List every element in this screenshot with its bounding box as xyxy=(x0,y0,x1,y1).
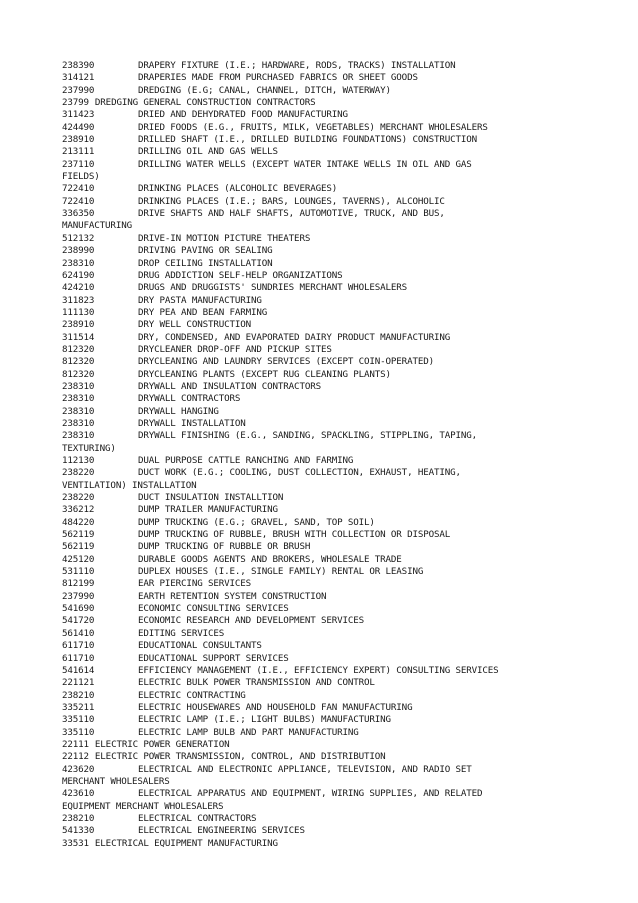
list-item xyxy=(62,504,582,516)
naics-code: 22111 xyxy=(62,738,89,750)
entry-line xyxy=(62,319,582,331)
naics-description: DREDGING (E.G; CANAL, CHANNEL, DITCH, WATERWAY) xyxy=(138,84,391,96)
naics-code: 531110 xyxy=(62,566,95,578)
naics-description: DUMP TRUCKING (E.G.; GRAVEL, SAND, TOP SOIL) xyxy=(138,516,375,528)
naics-description: ELECTRICAL ENGINEERING SERVICES xyxy=(138,825,305,837)
naics-description: DRUG ADDICTION SELF-HELP ORGANIZATIONS xyxy=(138,269,343,281)
naics-description: ELECTRICAL EQUIPMENT MANUFACTURING xyxy=(94,837,278,849)
list-item xyxy=(62,295,582,307)
entry-line xyxy=(62,183,582,195)
naics-description-continuation: EQUIPMENT MERCHANT WHOLESALERS xyxy=(62,800,224,812)
naics-code: 237110 xyxy=(62,158,95,170)
list-item xyxy=(62,838,582,850)
list-item xyxy=(62,270,582,282)
list-item xyxy=(62,813,582,825)
entry-line xyxy=(62,282,582,294)
list-item xyxy=(62,109,582,121)
list-item xyxy=(62,615,582,627)
code-list xyxy=(62,60,582,850)
naics-code: 562119 xyxy=(62,529,95,541)
naics-description: EAR PIERCING SERVICES xyxy=(138,578,252,590)
naics-code: 238910 xyxy=(62,134,95,146)
naics-description: DRY PASTA MANUFACTURING xyxy=(138,294,262,306)
naics-code: 812199 xyxy=(62,578,95,590)
naics-code: 336212 xyxy=(62,504,95,516)
entry-line xyxy=(62,578,582,590)
naics-code: 23799 xyxy=(62,97,89,109)
list-item xyxy=(62,196,582,208)
naics-description: DRY, CONDENSED, AND EVAPORATED DAIRY PRODUCT MANUFACTURING xyxy=(138,331,451,343)
naics-description-continuation: MANUFACTURING xyxy=(62,220,132,232)
naics-description: DRIVE-IN MOTION PICTURE THEATERS xyxy=(138,232,311,244)
entry-line xyxy=(62,702,582,714)
naics-description: EFFICIENCY MANAGEMENT (I.E., EFFICIENCY EXPERT) CONSULTING SERVICES xyxy=(138,664,499,676)
naics-description: DRYCLEANER DROP-OFF AND PICKUP SITES xyxy=(138,343,332,355)
naics-description: DRYCLEANING PLANTS (EXCEPT RUG CLEANING PLANTS) xyxy=(138,368,391,380)
naics-description: DRAPERIES MADE FROM PURCHASED FABRICS OR SHEET GOODS xyxy=(138,72,418,84)
naics-code: 213111 xyxy=(62,146,95,158)
naics-description: DRYCLEANING AND LAUNDRY SERVICES (EXCEPT COIN-OPERATED) xyxy=(138,356,434,368)
list-item xyxy=(62,751,582,763)
list-item xyxy=(62,159,582,184)
naics-description: DRYWALL AND INSULATION CONTRACTORS xyxy=(138,380,321,392)
naics-description: DUCT INSULATION INSTALLTION xyxy=(138,492,284,504)
entry-line xyxy=(62,504,582,516)
naics-code: 238910 xyxy=(62,319,95,331)
list-item xyxy=(62,319,582,331)
entry-line xyxy=(62,665,582,677)
list-item xyxy=(62,60,582,72)
naics-code: 238310 xyxy=(62,430,95,442)
entry-line xyxy=(62,430,582,442)
list-item xyxy=(62,665,582,677)
naics-code: 336350 xyxy=(62,208,95,220)
naics-description: DRYWALL HANGING xyxy=(138,405,219,417)
entry-line xyxy=(62,541,582,553)
list-item xyxy=(62,653,582,665)
naics-code: 561410 xyxy=(62,627,95,639)
naics-code: 424490 xyxy=(62,121,95,133)
naics-description: DUAL PURPOSE CATTLE RANCHING AND FARMING xyxy=(138,455,354,466)
entry-line xyxy=(62,208,582,220)
list-item xyxy=(62,183,582,195)
naics-code: 541330 xyxy=(62,825,95,837)
naics-description: ECONOMIC CONSULTING SERVICES xyxy=(138,603,289,615)
entry-line xyxy=(62,332,582,344)
naics-code: 424210 xyxy=(62,282,95,294)
entry-line xyxy=(62,233,582,245)
entry-line xyxy=(62,455,582,467)
entry-line xyxy=(62,72,582,84)
naics-description: DRILLING OIL AND GAS WELLS xyxy=(138,146,278,158)
list-item xyxy=(62,566,582,578)
naics-code: 238310 xyxy=(62,380,95,392)
naics-code: 541720 xyxy=(62,615,95,627)
naics-code: 812320 xyxy=(62,356,95,368)
naics-code: 237990 xyxy=(62,590,95,602)
naics-description-continuation: MERCHANT WHOLESALERS xyxy=(62,775,170,787)
list-item xyxy=(62,677,582,689)
list-item xyxy=(62,146,582,158)
naics-code: 335110 xyxy=(62,714,95,726)
list-item xyxy=(62,258,582,270)
naics-description: ELECTRIC HOUSEWARES AND HOUSEHOLD FAN MANUFACTURING xyxy=(138,701,413,713)
naics-description: DUMP TRUCKING OF RUBBLE, BRUSH WITH COLLECTION OR DISPOSAL xyxy=(138,529,451,541)
naics-description: DUCT WORK (E.G.; COOLING, DUST COLLECTION, EXHAUST, HEATING, xyxy=(138,467,461,479)
entry-line xyxy=(62,60,582,72)
list-item xyxy=(62,788,582,813)
entry-line xyxy=(62,838,582,850)
list-item xyxy=(62,764,582,789)
entry-line xyxy=(62,344,582,356)
list-item xyxy=(62,393,582,405)
list-item xyxy=(62,529,582,541)
naics-code: 611710 xyxy=(62,640,95,652)
naics-code: 335110 xyxy=(62,726,95,738)
naics-description: DUPLEX HOUSES (I.E., SINGLE FAMILY) RENTAL OR LEASING xyxy=(138,566,424,578)
list-item xyxy=(62,825,582,837)
entry-line xyxy=(62,690,582,702)
naics-code: 238390 xyxy=(62,60,95,71)
list-item xyxy=(62,492,582,504)
list-item xyxy=(62,455,582,467)
naics-description: ELECTRIC CONTRACTING xyxy=(138,689,246,701)
naics-code: 112130 xyxy=(62,455,95,466)
naics-description: DRIVE SHAFTS AND HALF SHAFTS, AUTOMOTIVE, TRUCK, AND BUS, xyxy=(138,208,445,220)
entry-line xyxy=(62,196,582,208)
list-item xyxy=(62,690,582,702)
list-item xyxy=(62,282,582,294)
naics-description: ELECTRICAL AND ELECTRONIC APPLIANCE, TELEVISION, AND RADIO SET xyxy=(138,763,472,775)
list-item xyxy=(62,739,582,751)
entry-line xyxy=(62,295,582,307)
entry-line xyxy=(62,381,582,393)
list-item xyxy=(62,332,582,344)
list-item xyxy=(62,578,582,590)
entry-line xyxy=(62,529,582,541)
entry-line xyxy=(62,85,582,97)
naics-description: ELECTRIC BULK POWER TRANSMISSION AND CONTROL xyxy=(138,677,375,689)
naics-code: 335211 xyxy=(62,701,95,713)
naics-description: ELECTRICAL CONTRACTORS xyxy=(138,812,257,824)
list-item xyxy=(62,85,582,97)
naics-description: DRY PEA AND BEAN FARMING xyxy=(138,306,268,318)
entry-line xyxy=(62,677,582,689)
list-item xyxy=(62,406,582,418)
list-item xyxy=(62,517,582,529)
entry-line xyxy=(62,628,582,640)
naics-code: 311423 xyxy=(62,109,95,121)
entry-line xyxy=(62,97,582,109)
naics-code: 512132 xyxy=(62,232,95,244)
naics-code: 314121 xyxy=(62,72,95,84)
naics-code: 22112 xyxy=(62,751,89,763)
naics-code: 423610 xyxy=(62,788,95,800)
list-item xyxy=(62,245,582,257)
naics-description-continuation: FIELDS) xyxy=(62,171,100,183)
list-item xyxy=(62,554,582,566)
entry-line xyxy=(62,727,582,739)
naics-code: 238220 xyxy=(62,492,95,504)
entry-line xyxy=(62,714,582,726)
naics-description: DRYWALL FINISHING (E.G., SANDING, SPACKLING, STIPPLING, TAPING, xyxy=(138,430,478,442)
naics-description: ELECTRICAL APPARATUS AND EQUIPMENT, WIRING SUPPLIES, AND RELATED xyxy=(138,788,483,800)
entry-line xyxy=(62,788,582,800)
naics-description: DRILLING WATER WELLS (EXCEPT WATER INTAKE WELLS IN OIL AND GAS xyxy=(138,158,472,170)
list-item xyxy=(62,628,582,640)
entry-line xyxy=(62,653,582,665)
naics-code: 238990 xyxy=(62,245,95,257)
list-item xyxy=(62,72,582,84)
naics-code: 562119 xyxy=(62,541,95,553)
naics-code: 425120 xyxy=(62,553,95,565)
list-item xyxy=(62,640,582,652)
list-item xyxy=(62,134,582,146)
list-item xyxy=(62,603,582,615)
naics-code: 311514 xyxy=(62,331,95,343)
naics-description-continuation: TEXTURING) xyxy=(62,442,116,454)
naics-code: 238220 xyxy=(62,467,95,479)
entry-line xyxy=(62,245,582,257)
entry-line xyxy=(62,393,582,405)
naics-code: 423620 xyxy=(62,763,95,775)
naics-description: DRYWALL CONTRACTORS xyxy=(138,393,241,405)
naics-description: ECONOMIC RESEARCH AND DEVELOPMENT SERVICES xyxy=(138,615,365,627)
naics-code: 237990 xyxy=(62,84,95,96)
naics-code: 238210 xyxy=(62,689,95,701)
naics-description: DREDGING GENERAL CONSTRUCTION CONTRACTORS xyxy=(94,97,316,109)
naics-code: 221121 xyxy=(62,677,95,689)
list-item xyxy=(62,307,582,319)
entry-line xyxy=(62,258,582,270)
entry-line xyxy=(62,517,582,529)
naics-code: 624190 xyxy=(62,269,95,281)
naics-description: DRINKING PLACES (ALCOHOLIC BEVERAGES) xyxy=(138,183,338,195)
naics-code: 812320 xyxy=(62,343,95,355)
entry-line xyxy=(62,109,582,121)
naics-description: DRAPERY FIXTURE (I.E.; HARDWARE, RODS, TRACKS) INSTALLATION xyxy=(138,60,456,71)
entry-line xyxy=(62,640,582,652)
entry-line xyxy=(62,739,582,751)
entry-line xyxy=(62,467,582,479)
naics-code: 484220 xyxy=(62,516,95,528)
list-item xyxy=(62,541,582,553)
entry-line xyxy=(62,270,582,282)
entry-line xyxy=(62,146,582,158)
naics-description: EDUCATIONAL SUPPORT SERVICES xyxy=(138,652,289,664)
list-item xyxy=(62,208,582,233)
naics-code: 238310 xyxy=(62,405,95,417)
list-item xyxy=(62,369,582,381)
naics-description: EDUCATIONAL CONSULTANTS xyxy=(138,640,262,652)
naics-code: 111130 xyxy=(62,306,95,318)
naics-description: DRILLED SHAFT (I.E., DRILLED BUILDING FOUNDATIONS) CONSTRUCTION xyxy=(138,134,478,146)
naics-description: DUMP TRAILER MANUFACTURING xyxy=(138,504,278,516)
list-item xyxy=(62,97,582,109)
list-item xyxy=(62,344,582,356)
list-item xyxy=(62,714,582,726)
naics-code: 541690 xyxy=(62,603,95,615)
entry-line xyxy=(62,591,582,603)
entry-line xyxy=(62,369,582,381)
list-item xyxy=(62,430,582,455)
naics-description: DUMP TRUCKING OF RUBBLE OR BRUSH xyxy=(138,541,311,553)
entry-line xyxy=(62,418,582,430)
naics-description: DRUGS AND DRUGGISTS' SUNDRIES MERCHANT WHOLESALERS xyxy=(138,282,408,294)
entry-line xyxy=(62,615,582,627)
naics-description: DRY WELL CONSTRUCTION xyxy=(138,319,252,331)
naics-code: 238310 xyxy=(62,417,95,429)
naics-code: 238310 xyxy=(62,257,95,269)
entry-line xyxy=(62,566,582,578)
list-item xyxy=(62,727,582,739)
list-item xyxy=(62,702,582,714)
naics-code: 238310 xyxy=(62,393,95,405)
naics-description: ELECTRIC LAMP BULB AND PART MANUFACTURING xyxy=(138,726,359,738)
naics-description: DRIED AND DEHYDRATED FOOD MANUFACTURING xyxy=(138,109,348,121)
list-item xyxy=(62,467,582,492)
naics-description: ELECTRIC LAMP (I.E.; LIGHT BULBS) MANUFACTURING xyxy=(138,714,391,726)
naics-code: 812320 xyxy=(62,368,95,380)
naics-description: ELECTRIC POWER GENERATION xyxy=(94,738,230,750)
list-item xyxy=(62,591,582,603)
naics-description: EARTH RETENTION SYSTEM CONSTRUCTION xyxy=(138,590,327,602)
naics-description-continuation: VENTILATION) INSTALLATION xyxy=(62,479,197,491)
naics-code: 722410 xyxy=(62,195,95,207)
naics-description: DRIED FOODS (E.G., FRUITS, MILK, VEGETABLES) MERCHANT WHOLESALERS xyxy=(138,121,488,133)
naics-description: DRINKING PLACES (I.E.; BARS, LOUNGES, TAVERNS), ALCOHOLIC xyxy=(138,195,445,207)
list-item xyxy=(62,381,582,393)
list-item xyxy=(62,233,582,245)
naics-description: ELECTRIC POWER TRANSMISSION, CONTROL, AND DISTRIBUTION xyxy=(94,751,386,763)
naics-description: DURABLE GOODS AGENTS AND BROKERS, WHOLESALE TRADE xyxy=(138,553,402,565)
entry-line xyxy=(62,159,582,171)
entry-line xyxy=(62,356,582,368)
naics-description: DRYWALL INSTALLATION xyxy=(138,417,246,429)
naics-code: 238210 xyxy=(62,812,95,824)
entry-line xyxy=(62,122,582,134)
list-item xyxy=(62,418,582,430)
entry-line xyxy=(62,406,582,418)
naics-code: 33531 xyxy=(62,837,89,849)
entry-line xyxy=(62,492,582,504)
entry-line xyxy=(62,603,582,615)
naics-code: 311823 xyxy=(62,294,95,306)
naics-code: 541614 xyxy=(62,664,95,676)
list-item xyxy=(62,122,582,134)
list-item xyxy=(62,356,582,368)
entry-line xyxy=(62,751,582,763)
naics-code: 611710 xyxy=(62,652,95,664)
entry-line xyxy=(62,554,582,566)
naics-description: DROP CEILING INSTALLATION xyxy=(138,257,273,269)
entry-line xyxy=(62,764,582,776)
naics-code: 722410 xyxy=(62,183,95,195)
entry-line xyxy=(62,307,582,319)
entry-line xyxy=(62,134,582,146)
naics-description: DRIVING PAVING OR SEALING xyxy=(138,245,273,257)
entry-line xyxy=(62,825,582,837)
naics-description: EDITING SERVICES xyxy=(138,627,225,639)
entry-line xyxy=(62,813,582,825)
